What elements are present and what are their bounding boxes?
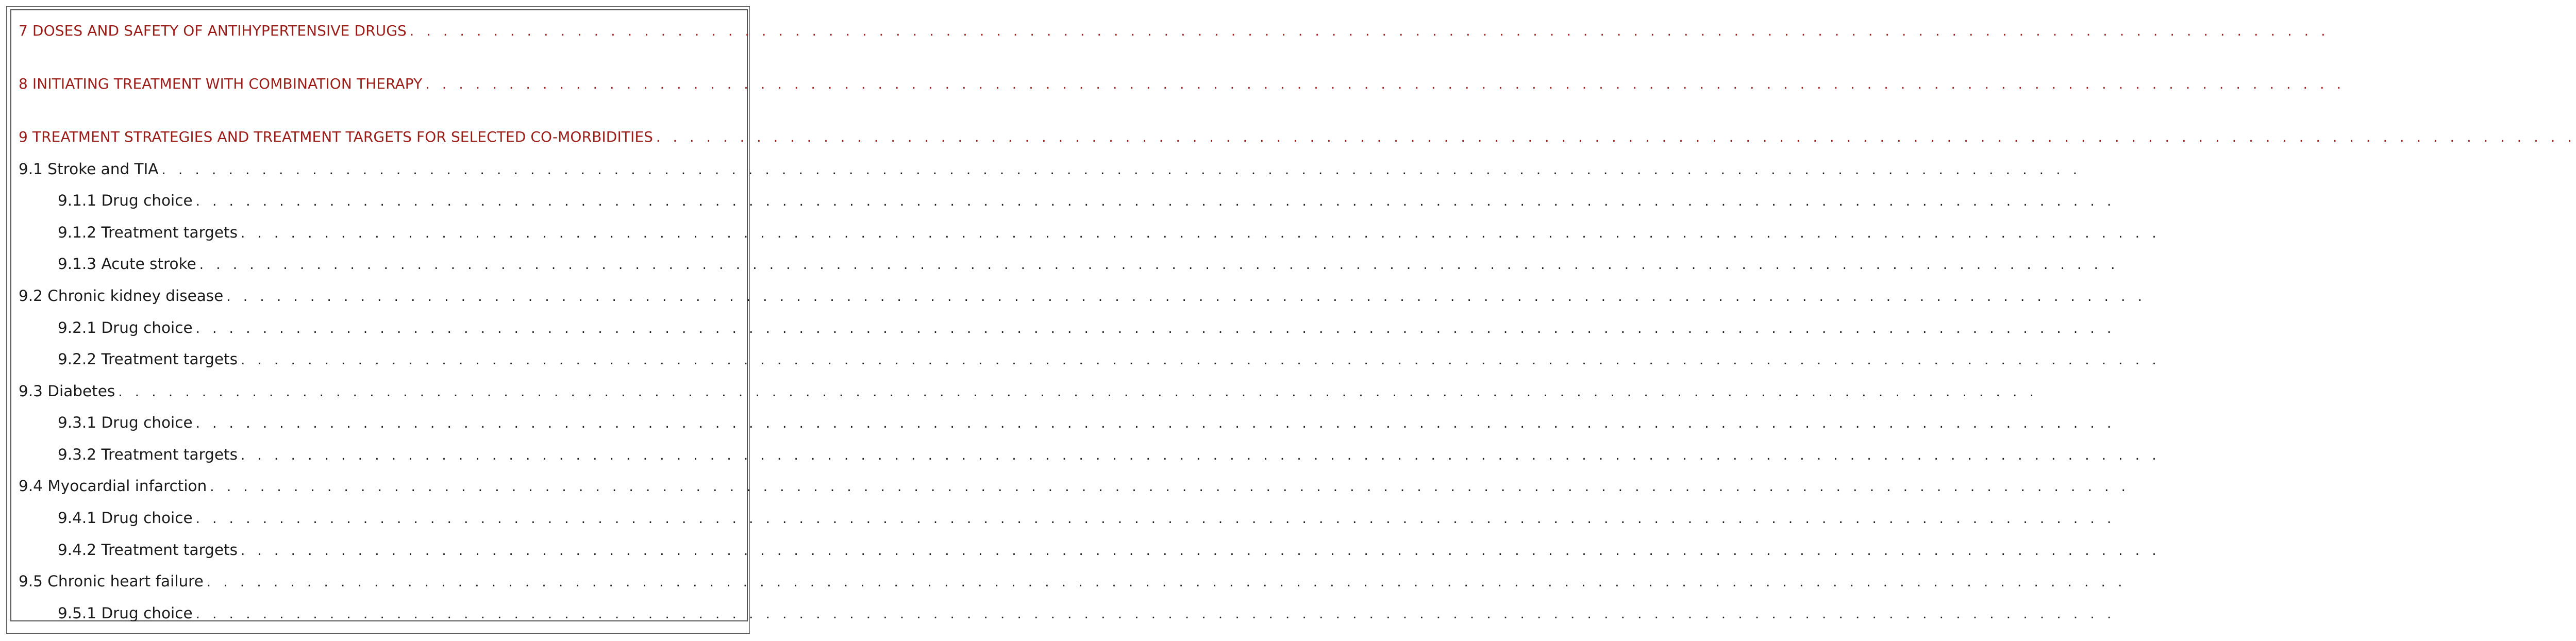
dot-leader: . . . . . . . . . . . . . . . . . . . . . . . . . . . . . . . . . . . . . . . . . . . . . . . . . . . . . . . . . . . . . . . . . . . . . . . . . . . . . . . . . . . . . . . . . . . . . . . . . . . . . . . . . . . . . . . . . . .: [226, 289, 2146, 305]
toc-page: [10, 9, 2576, 622]
dot-leader: . . . . . . . . . . . . . . . . . . . . . . . . . . . . . . . . . . . . . . . . . . . . . . . . . . . . . . . . . . . . . . . . . . . . . . . . . . . . . . . . . . . . . . . . . . . . . . . . . . . . . . . . . . . . . . . . . . .: [195, 511, 2116, 527]
toc-entry-9-2-1[interactable]: [58, 317, 2116, 338]
toc-entry-9-1-1[interactable]: [58, 190, 2116, 211]
dot-leader: . . . . . . . . . . . . . . . . . . . . . . . . . . . . . . . . . . . . . . . . . . . . . . . . . . . . . . . . . . . . . . . . . . . . . . . . . . . . . . . . . . . . . . . . . . . . . . . . . . . . . . . . . . . . . . . . . . .: [241, 543, 2161, 559]
toc-entry-label: 9 TREATMENT STRATEGIES AND TREATMENT TARGETS FOR SELECTED CO-MORBIDITIES: [19, 128, 654, 145]
toc-entry-label: 9.1.3 Acute stroke: [58, 255, 196, 273]
dot-leader: . . . . . . . . . . . . . . . . . . . . . . . . . . . . . . . . . . . . . . . . . . . . . . . . . . . . . . . . . . . . . . . . . . . . . . . . . . . . . . . . . . . . . . . . . . . . . . . . . . . . . . . . . . . . . . . . . . .: [195, 606, 2116, 622]
toc-entry-label: 9.4.2 Treatment targets: [58, 541, 238, 559]
toc-entry-label: 9.1 Stroke and TIA: [19, 160, 159, 178]
toc-entry-9-5[interactable]: [19, 571, 2127, 592]
toc-entry-9-3-2[interactable]: [58, 444, 2161, 465]
toc-entry-chapter-7[interactable]: [19, 21, 2330, 41]
toc-entry-label: 9.3.2 Treatment targets: [58, 446, 238, 463]
dot-leader: . . . . . . . . . . . . . . . . . . . . . . . . . . . . . . . . . . . . . . . . . . . . . . . . . . . . . . . . . . . . . . . . . . . . . . . . . . . . . . . . . . . . . . . . . . . . . . . . . . . . . . . . . . . . . . . . . . .: [195, 321, 2116, 336]
toc-entry-9-1-3[interactable]: [58, 254, 2119, 274]
toc-entry-9-5-1[interactable]: [58, 603, 2116, 623]
toc-entry-label: 9.5.1 Drug choice: [58, 604, 193, 622]
toc-entry-label: 9.3.1 Drug choice: [58, 414, 193, 431]
toc-entry-label: 8 INITIATING TREATMENT WITH COMBINATION THERAPY: [19, 75, 423, 92]
dot-leader: . . . . . . . . . . . . . . . . . . . . . . . . . . . . . . . . . . . . . . . . . . . . . . . . . . . . . . . . . . . . . . . . . . . . . . . . . . . . . . . . . . . . . . . . . . . . . . . . . . . . . . . . . . . . . . . . . . .: [118, 384, 2038, 400]
toc-entry-label: 9.2.1 Drug choice: [58, 319, 193, 336]
dot-leader: . . . . . . . . . . . . . . . . . . . . . . . . . . . . . . . . . . . . . . . . . . . . . . . . . . . . . . . . . . . . . . . . . . . . . . . . . . . . . . . . . . . . . . . . . . . . . . . . . . . . . . . . . . . . . . . . . . .: [195, 416, 2116, 431]
toc-entry-label: 9.3 Diabetes: [19, 382, 115, 400]
dot-leader: . . . . . . . . . . . . . . . . . . . . . . . . . . . . . . . . . . . . . . . . . . . . . . . . . . . . . . . . . . . . . . . . . . . . . . . . . . . . . . . . . . . . . . . . . . . . . . . . . . . . . . . . . . . . . . . . . . .: [195, 194, 2116, 209]
toc-entry-chapter-8[interactable]: [19, 74, 2345, 94]
dot-leader: . . . . . . . . . . . . . . . . . . . . . . . . . . . . . . . . . . . . . . . . . . . . . . . . . . . . . . . . . . . . . . . . . . . . . . . . . . . . . . . . . . . . . . . . . . . . . . . . . . . . . . . . . . . . . . . . . . .: [241, 226, 2161, 241]
toc-entry-label: 9.2.2 Treatment targets: [58, 350, 238, 368]
dot-leader: . . . . . . . . . . . . . . . . . . . . . . . . . . . . . . . . . . . . . . . . . . . . . . . . . . . . . . . . . . . . . . . . . . . . . . . . . . . . . . . . . . . . . . . . . . . . . . . . . . . . . . . . . . . . . . . . . . .: [210, 479, 2130, 495]
toc-entry-9-1-2[interactable]: [58, 222, 2161, 243]
toc-entry-9-1[interactable]: [19, 159, 2082, 179]
dot-leader: . . . . . . . . . . . . . . . . . . . . . . . . . . . . . . . . . . . . . . . . . . . . . . . . . . . . . . . . . . . . . . . . . . . . . . . . . . . . . . . . . . . . . . . . . . . . . . . . . . . . . . . . . . . . . . . . . . .: [409, 24, 2330, 39]
toc-entry-9-4-2[interactable]: [58, 539, 2161, 560]
toc-entry-label: 9.1.2 Treatment targets: [58, 224, 238, 241]
dot-leader: . . . . . . . . . . . . . . . . . . . . . . . . . . . . . . . . . . . . . . . . . . . . . . . . . . . . . . . . . . . . . . . . . . . . . . . . . . . . . . . . . . . . . . . . . . . . . . . . . . . . . . . . . . . . . . . . . . .: [199, 257, 2119, 273]
toc-entry-9-4[interactable]: [19, 476, 2130, 496]
toc-entry-9-4-1[interactable]: [58, 508, 2116, 528]
toc-entry-label: 9.5 Chronic heart failure: [19, 572, 204, 590]
toc-entry-9-2-2[interactable]: [58, 349, 2161, 369]
toc-entry-9-3[interactable]: [19, 381, 2038, 401]
dot-leader: . . . . . . . . . . . . . . . . . . . . . . . . . . . . . . . . . . . . . . . . . . . . . . . . . . . . . . . . . . . . . . . . . . . . . . . . . . . . . . . . . . . . . . . . . . . . . . . . . . . . . . . . . . . . . . . . . . .: [425, 77, 2345, 92]
toc-entry-chapter-9[interactable]: [19, 127, 2576, 147]
toc-entry-label: 9.4 Myocardial infarction: [19, 477, 207, 495]
dot-leader: . . . . . . . . . . . . . . . . . . . . . . . . . . . . . . . . . . . . . . . . . . . . . . . . . . . . . . . . . . . . . . . . . . . . . . . . . . . . . . . . . . . . . . . . . . . . . . . . . . . . . . . . . . . . . . . . . . .: [656, 130, 2576, 145]
table-of-contents: [11, 10, 2576, 622]
toc-entry-9-3-1[interactable]: [58, 412, 2116, 433]
toc-entry-label: 9.4.1 Drug choice: [58, 509, 193, 527]
dot-leader: . . . . . . . . . . . . . . . . . . . . . . . . . . . . . . . . . . . . . . . . . . . . . . . . . . . . . . . . . . . . . . . . . . . . . . . . . . . . . . . . . . . . . . . . . . . . . . . . . . . . . . . . . . . . . . . . . . .: [241, 448, 2161, 463]
toc-entry-label: 9.1.1 Drug choice: [58, 192, 193, 209]
dot-leader: . . . . . . . . . . . . . . . . . . . . . . . . . . . . . . . . . . . . . . . . . . . . . . . . . . . . . . . . . . . . . . . . . . . . . . . . . . . . . . . . . . . . . . . . . . . . . . . . . . . . . . . . . . . . . . . . . . .: [206, 575, 2127, 590]
dot-leader: . . . . . . . . . . . . . . . . . . . . . . . . . . . . . . . . . . . . . . . . . . . . . . . . . . . . . . . . . . . . . . . . . . . . . . . . . . . . . . . . . . . . . . . . . . . . . . . . . . . . . . . . . . . . . . . . . . .: [161, 162, 2082, 178]
toc-entry-label: 9.2 Chronic kidney disease: [19, 287, 224, 305]
toc-entry-label: 7 DOSES AND SAFETY OF ANTIHYPERTENSIVE DRUGS: [19, 22, 407, 39]
toc-entry-9-2[interactable]: [19, 285, 2146, 306]
dot-leader: . . . . . . . . . . . . . . . . . . . . . . . . . . . . . . . . . . . . . . . . . . . . . . . . . . . . . . . . . . . . . . . . . . . . . . . . . . . . . . . . . . . . . . . . . . . . . . . . . . . . . . . . . . . . . . . . . . .: [241, 352, 2161, 368]
